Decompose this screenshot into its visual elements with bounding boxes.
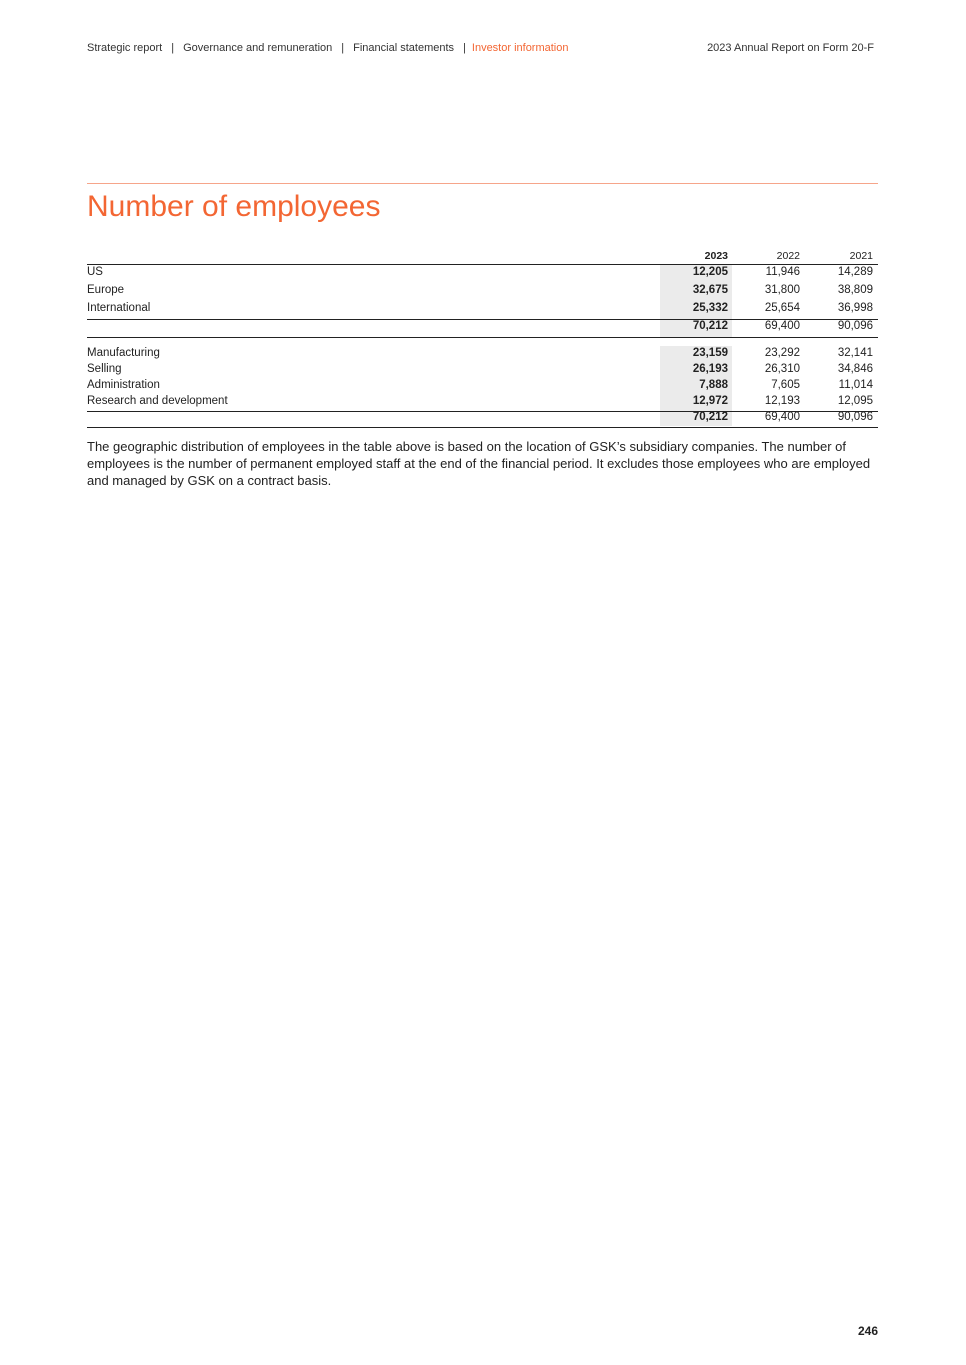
total-row: 70,212 69,400 90,096 (692, 320, 873, 332)
divider (87, 264, 878, 265)
nav-financial-statements[interactable]: Financial statements (353, 42, 455, 54)
total-row: 70,212 69,400 90,096 (692, 411, 873, 423)
nav-strategic-report[interactable]: Strategic report (87, 42, 163, 54)
page-number: 246 (857, 1324, 878, 1338)
table-row: Administration 7,888 7,605 11,014 (87, 379, 873, 391)
footnote: The geographic distribution of employees in the table above is based on the location of GSK’s subsidiary companies. The number of employees is the number of permanent employed staff at the end of the financial period. It excludes those employees who are employed and managed by GSK on a contract basis. (87, 439, 871, 488)
table-row: International 25,332 25,654 36,998 (87, 302, 873, 314)
nav-governance[interactable]: Governance and remuneration (183, 42, 333, 54)
table-row: Europe 32,675 31,800 38,809 (87, 284, 873, 296)
page-title: Number of employees (87, 190, 381, 223)
table-row: US 12,205 11,946 14,289 (87, 266, 873, 278)
nav-investor-information[interactable]: Investor information (471, 42, 569, 54)
table-row: Selling 26,193 26,310 34,846 (87, 363, 873, 375)
table-row: Manufacturing 23,159 23,292 32,141 (87, 347, 873, 359)
header-nav: Strategic report | Governance and remuneration | Financial statements | Investor information (87, 42, 569, 54)
divider (87, 337, 878, 338)
table-row: Research and development 12,972 12,193 12,095 (87, 395, 873, 407)
report-title: 2023 Annual Report on Form 20-F (707, 42, 874, 54)
table-header: 2023 2022 2021 (704, 250, 873, 262)
divider (87, 427, 878, 428)
title-rule (87, 183, 878, 184)
